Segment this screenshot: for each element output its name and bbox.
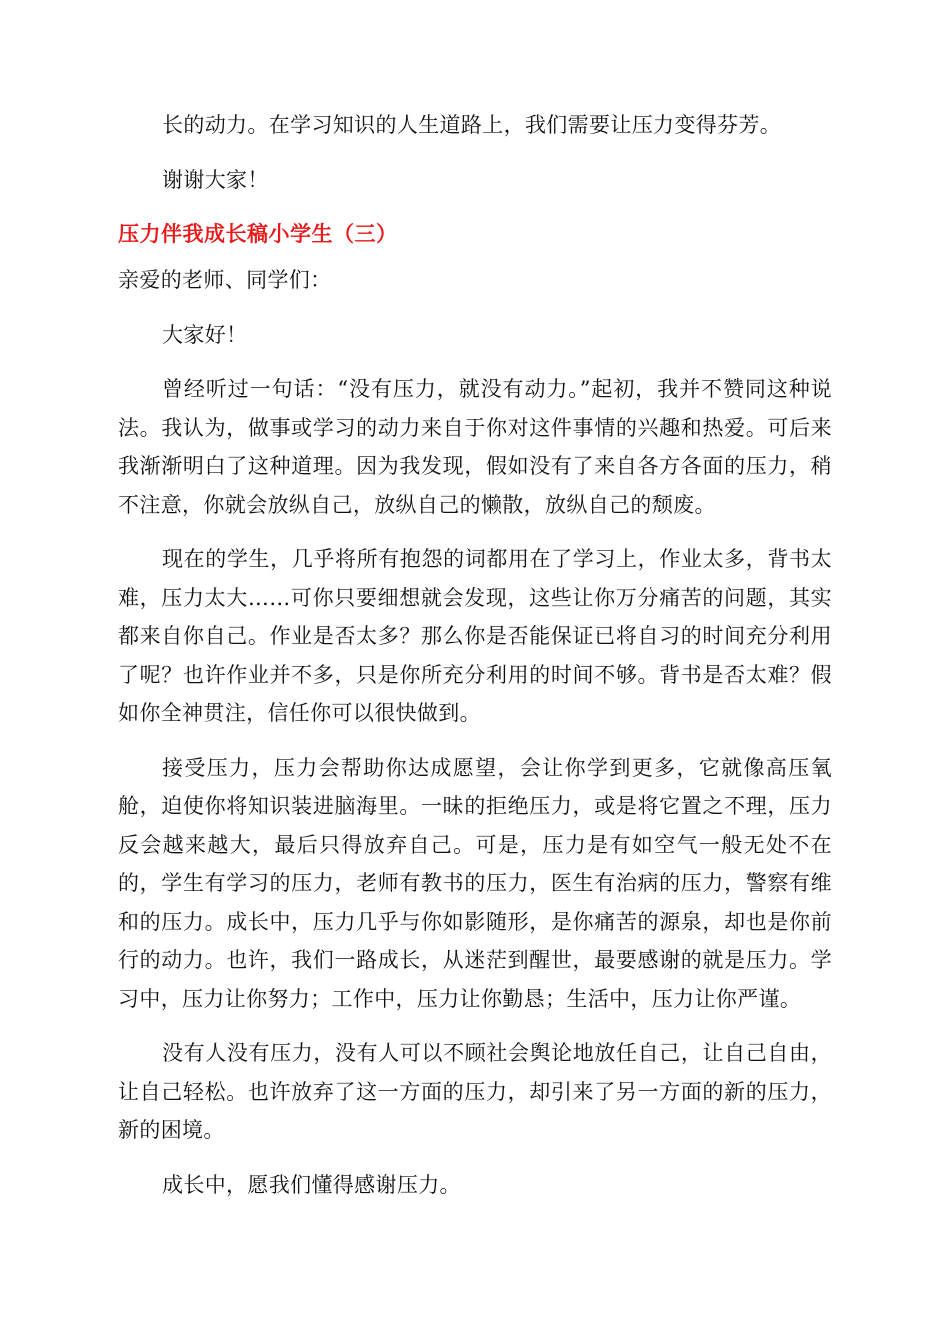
paragraph-body-2: 现在的学生，几乎将所有抱怨的词都用在了学习上，作业太多，背书太难，压力太大……可你只要细想就会发现，这些让你万分痛苦的问题，其实都来自你自己。作业是否太多？那么你是否能保证已将自习的时间充分利用了呢？也许作业并不多，只是你所充分利用的时间不够。背书是否太难？假如你全神贯注，信任你可以很快做到。 [118,547,832,725]
paragraph-closing: 成长中，愿我们懂得感谢压力。 [162,1172,461,1197]
paragraph-body-3: 接受压力，压力会帮助你达成愿望，会让你学到更多，它就像高压氧舱，迫使你将知识装进脑海里。一昧的拒绝压力，或是将它置之不理，压力反会越来越大，最后只得放弃自己。可是，压力是有如空气一般无处不在的，学生有学习的压力，老师有教书的压力，医生有治病的压力，警察有维和的压力。成长中，压力几乎与你如影随形，是你痛苦的源泉，却也是你前行的动力。也许，我们一路成长，从迷茫到醒世，最要感谢的就是压力。学习中，压力让你努力；工作中，压力让你勤恳；生活中，压力让你严谨。 [118,755,832,1011]
paragraph-body-1: 曾经听过一句话：“没有压力，就没有动力。”起初，我并不赞同这种说法。我认为，做事或学习的动力来自于你对这件事情的兴趣和热爱。可后来我渐渐明白了这种道理。因为我发现，假如没有了来自各方各面的压力，稍不注意，你就会放纵自己，放纵自己的懒散，放纵自己的颓废。 [118,377,832,517]
paragraph-thanks: 谢谢大家！ [162,167,269,192]
salutation: 亲爱的老师、同学们： [118,268,332,292]
paragraph-continuation: 长的动力。在学习知识的人生道路上，我们需要让压力变得芬芳。 [162,113,782,137]
paragraph-greeting: 大家好！ [162,322,248,347]
paragraph-body-4: 没有人没有压力，没有人可以不顾社会舆论地放任自己，让自己自由，让自己轻松。也许放弃了这一方面的压力，却引来了另一方面的新的压力，新的困境。 [118,1041,832,1142]
section-heading: 压力伴我成长稿小学生（三） [118,222,398,246]
